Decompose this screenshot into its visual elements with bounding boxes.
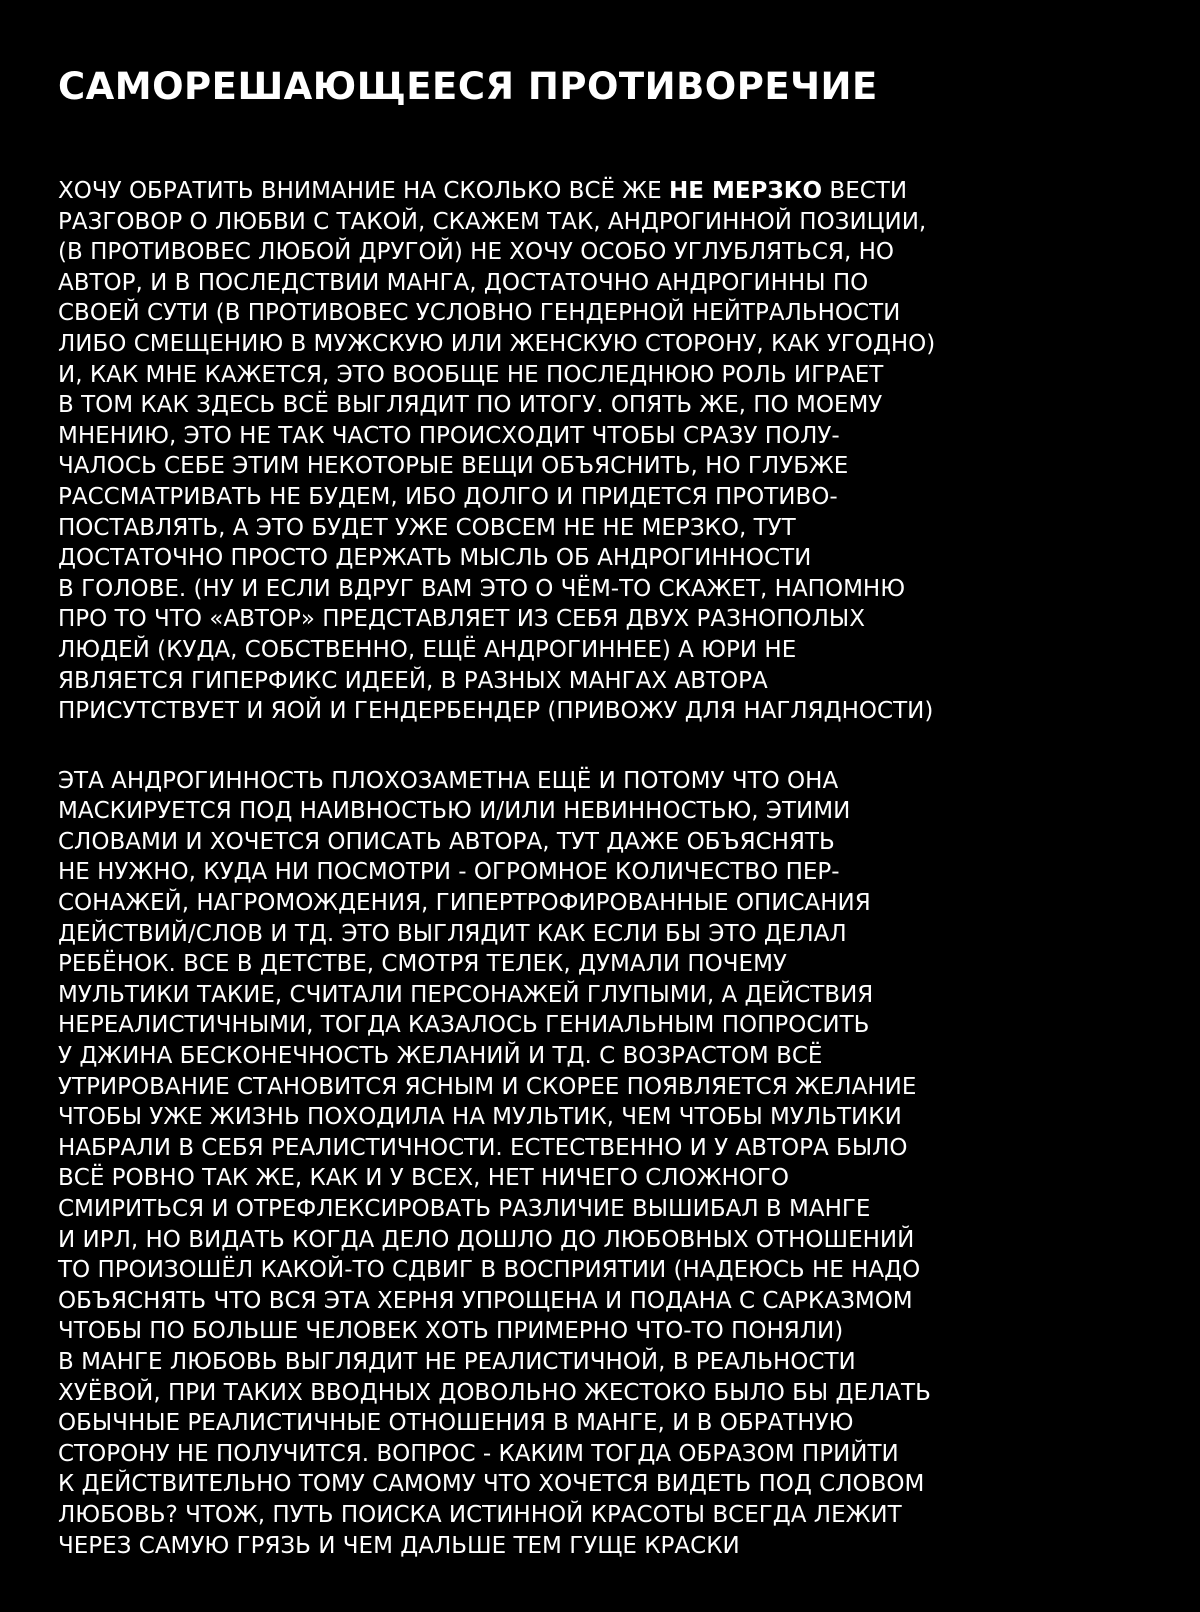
text-run: ВЕСТИ [822, 178, 908, 204]
paragraph-2-line: НЕРЕАЛИСТИЧНЫМИ, ТОГДА КАЗАЛОСЬ ГЕНИАЛЬНЫМ ПОПРОСИТЬ [58, 1012, 870, 1039]
paragraph-2-line: УТРИРОВАНИЕ СТАНОВИТСЯ ЯСНЫМ И СКОРЕЕ ПОЯВЛЯЕТСЯ ЖЕЛАНИЕ [58, 1073, 917, 1100]
paragraph-1-line: СВОЕЙ СУТИ (В ПРОТИВОВЕС УСЛОВНО ГЕНДЕРНОЙ НЕЙТРАЛЬНОСТИ [58, 300, 901, 327]
text-run: ХОЧУ ОБРАТИТЬ ВНИМАНИЕ НА СКОЛЬКО ВСЁ ЖЕ [58, 178, 669, 204]
paragraph-2-line: РЕБЁНОК. ВСЕ В ДЕТСТВЕ, СМОТРЯ ТЕЛЕК, ДУМАЛИ ПОЧЕМУ [58, 951, 787, 978]
paragraph-2-line: К ДЕЙСТВИТЕЛЬНО ТОМУ САМОМУ ЧТО ХОЧЕТСЯ ВИДЕТЬ ПОД СЛОВОМ [58, 1471, 925, 1498]
paragraph-2-line: ОБЫЧНЫЕ РЕАЛИСТИЧНЫЕ ОТНОШЕНИЯ В МАНГЕ, И В ОБРАТНУЮ [58, 1410, 854, 1437]
paragraph-2-line: МАСКИРУЕТСЯ ПОД НАИВНОСТЬЮ И/ИЛИ НЕВИННОСТЬЮ, ЭТИМИ [58, 798, 851, 825]
paragraph-2-line: СМИРИТЬСЯ И ОТРЕФЛЕКСИРОВАТЬ РАЗЛИЧИЕ ВЫШИБАЛ В МАНГЕ [58, 1196, 871, 1222]
paragraph-1-line: В ТОМ КАК ЗДЕСЬ ВСЁ ВЫГЛЯДИТ ПО ИТОГУ. ОПЯТЬ ЖЕ, ПО МОЕМУ [58, 392, 883, 419]
paragraph-1-line: В ГОЛОВЕ. (НУ И ЕСЛИ ВДРУГ ВАМ ЭТО О ЧЁМ-ТО СКАЖЕТ, НАПОМНЮ [58, 575, 906, 602]
paragraph-1-line: ПОСТАВЛЯТЬ, А ЭТО БУДЕТ УЖЕ СОВСЕМ НЕ НЕ МЕРЗКО, ТУТ [58, 514, 796, 541]
paragraph-1-line: ЛИБО СМЕЩЕНИЮ В МУЖСКУЮ ИЛИ ЖЕНСКУЮ СТОРОНУ, КАК УГОДНО) [58, 330, 936, 357]
paragraph-2-line: СОНАЖЕЙ, НАГРОМОЖДЕНИЯ, ГИПЕРТРОФИРОВАННЫЕ ОПИСАНИЯ [58, 890, 871, 917]
paragraph-1 [58, 176, 1150, 727]
paragraph-1-line: РАССМАТРИВАТЬ НЕ БУДЕМ, ИБО ДОЛГО И ПРИДЕТСЯ ПРОТИВО- [58, 483, 838, 510]
paragraph-1-line: (В ПРОТИВОВЕС ЛЮБОЙ ДРУГОЙ) НЕ ХОЧУ ОСОБО УГЛУБЛЯТЬСЯ, НО [58, 239, 894, 266]
paragraph-1-line: ПРО ТО ЧТО «АВТОР» ПРЕДСТАВЛЯЕТ ИЗ СЕБЯ ДВУХ РАЗНОПОЛЫХ [58, 606, 865, 633]
paragraph-2-line: ТО ПРОИЗОШЁЛ КАКОЙ-ТО СДВИГ В ВОСПРИЯТИИ (НАДЕЮСЬ НЕ НАДО [58, 1257, 921, 1284]
paragraph-2-line: МУЛЬТИКИ ТАКИЕ, СЧИТАЛИ ПЕРСОНАЖЕЙ ГЛУПЫМИ, А ДЕЙСТВИЯ [58, 981, 874, 1008]
paragraph-1-line: РАЗГОВОР О ЛЮБВИ С ТАКОЙ, СКАЖЕМ ТАК, АНДРОГИННОЙ ПОЗИЦИИ, [58, 208, 927, 235]
paragraph-1-line: ЧАЛОСЬ СЕБЕ ЭТИМ НЕКОТОРЫЕ ВЕЩИ ОБЪЯСНИТЬ, НО ГЛУБЖЕ [58, 453, 849, 480]
paragraph-2-line: НАБРАЛИ В СЕБЯ РЕАЛИСТИЧНОСТИ. ЕСТЕСТВЕННО И У АВТОРА БЫЛО [58, 1134, 908, 1161]
paragraph-2-line: ДЕЙСТВИЙ/СЛОВ И ТД. ЭТО ВЫГЛЯДИТ КАК ЕСЛИ БЫ ЭТО ДЕЛАЛ [58, 920, 847, 947]
paragraph-2-line: В МАНГЕ ЛЮБОВЬ ВЫГЛЯДИТ НЕ РЕАЛИСТИЧНОЙ, В РЕАЛЬНОСТИ [58, 1348, 856, 1375]
paragraph-2-line: ХУЁВОЙ, ПРИ ТАКИХ ВВОДНЫХ ДОВОЛЬНО ЖЕСТОКО БЫЛО БЫ ДЕЛАТЬ [58, 1379, 931, 1406]
paragraph-1-line: МНЕНИЮ, ЭТО НЕ ТАК ЧАСТО ПРОИСХОДИТ ЧТОБЫ СРАЗУ ПОЛУ- [58, 422, 840, 449]
paragraph-2-line: СЛОВАМИ И ХОЧЕТСЯ ОПИСАТЬ АВТОРА, ТУТ ДАЖЕ ОБЪЯСНЯТЬ [58, 828, 835, 855]
paragraph-2-line: ВСЁ РОВНО ТАК ЖЕ, КАК И У ВСЕХ, НЕТ НИЧЕГО СЛОЖНОГО [58, 1165, 789, 1192]
paragraph-1-line: ЛЮДЕЙ (КУДА, СОБСТВЕННО, ЕЩЁ АНДРОГИННЕЕ) А ЮРИ НЕ [58, 636, 797, 663]
paragraph-2-line: НЕ НУЖНО, КУДА НИ ПОСМОТРИ - ОГРОМНОЕ КОЛИЧЕСТВО ПЕР- [58, 859, 840, 886]
paragraph-2-line: У ДЖИНА БЕСКОНЕЧНОСТЬ ЖЕЛАНИЙ И ТД. С ВОЗРАСТОМ ВСЁ [58, 1043, 823, 1070]
paragraph-2-line: СТОРОНУ НЕ ПОЛУЧИТСЯ. ВОПРОС - КАКИМ ТОГДА ОБРАЗОМ ПРИЙТИ [58, 1440, 899, 1467]
paragraph-2-line: ОБЪЯСНЯТЬ ЧТО ВСЯ ЭТА ХЕРНЯ УПРОЩЕНА И ПОДАНА С САРКАЗМОМ [58, 1287, 913, 1314]
paragraph-1-line [58, 176, 1150, 207]
page-title: САМОРЕШАЮЩЕЕСЯ ПРОТИВОРЕЧИЕ [58, 65, 878, 108]
paragraph-1-line: ПРИСУТСТВУЕТ И ЯОЙ И ГЕНДЕРБЕНДЕР (ПРИВОЖУ ДЛЯ НАГЛЯДНОСТИ) [58, 698, 934, 725]
paragraph-2-line: ЧТОБЫ ПО БОЛЬШЕ ЧЕЛОВЕК ХОТЬ ПРИМЕРНО ЧТО-ТО ПОНЯЛИ) [58, 1318, 844, 1345]
paragraph-1-line: ДОСТАТОЧНО ПРОСТО ДЕРЖАТЬ МЫСЛЬ ОБ АНДРОГИННОСТИ [58, 545, 812, 572]
paragraph-2-line: ЧТОБЫ УЖЕ ЖИЗНЬ ПОХОДИЛА НА МУЛЬТИК, ЧЕМ ЧТОБЫ МУЛЬТИКИ [58, 1104, 902, 1131]
paragraph-2-line: И ИРЛ, НО ВИДАТЬ КОГДА ДЕЛО ДОШЛО ДО ЛЮБОВНЫХ ОТНОШЕНИЙ [58, 1226, 915, 1253]
paragraph-2-line: ЛЮБОВЬ? ЧТОЖ, ПУТЬ ПОИСКА ИСТИННОЙ КРАСОТЫ ВСЕГДА ЛЕЖИТ [58, 1501, 902, 1528]
paragraph-2-line: ЧЕРЕЗ САМУЮ ГРЯЗЬ И ЧЕМ ДАЛЬШЕ ТЕМ ГУЩЕ КРАСКИ [58, 1532, 740, 1559]
paragraph-2 [58, 766, 1150, 1561]
paragraph-1-line: ЯВЛЯЕТСЯ ГИПЕРФИКС ИДЕЕЙ, В РАЗНЫХ МАНГАХ АВТОРА [58, 667, 768, 694]
emphasis-text: НЕ МЕРЗКО [668, 178, 823, 204]
paragraph-2-line: ЭТА АНДРОГИННОСТЬ ПЛОХОЗАМЕТНА ЕЩЁ И ПОТОМУ ЧТО ОНА [58, 767, 839, 794]
paragraph-1-line: И, КАК МНЕ КАЖЕТСЯ, ЭТО ВООБЩЕ НЕ ПОСЛЕДНЮЮ РОЛЬ ИГРАЕТ [58, 361, 884, 388]
paragraph-1-line: АВТОР, И В ПОСЛЕДСТВИИ МАНГА, ДОСТАТОЧНО АНДРОГИННЫ ПО [58, 269, 869, 296]
